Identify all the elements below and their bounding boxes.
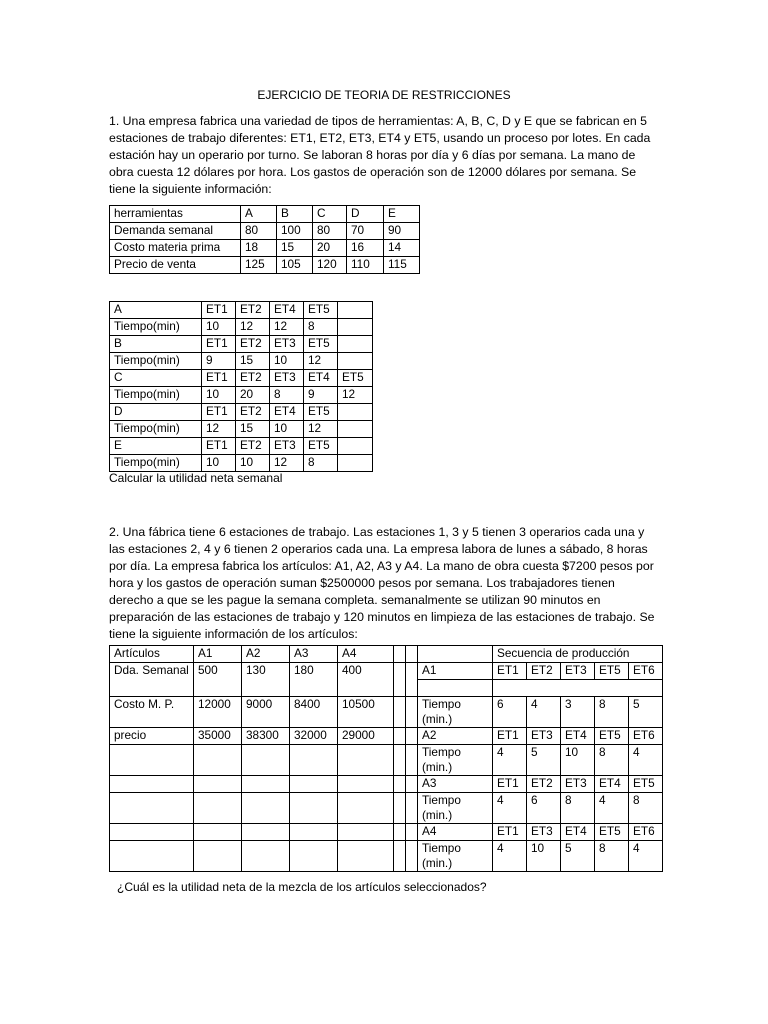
table-row xyxy=(110,353,373,370)
table-cell: A4 xyxy=(418,824,493,841)
table-cell xyxy=(338,793,394,824)
spacer-cell xyxy=(406,663,418,697)
table-row xyxy=(110,841,663,872)
spacer-cell xyxy=(406,728,418,745)
table-row xyxy=(110,223,420,240)
table-cell: 6 xyxy=(527,793,561,824)
table-cell: A xyxy=(241,206,277,223)
articulos-header: Artículos xyxy=(110,646,194,663)
spacer-cell xyxy=(394,793,406,824)
table-cell: ET1 xyxy=(202,336,236,353)
table-row xyxy=(110,404,373,421)
table-row xyxy=(110,421,373,438)
table-cell: 35000 xyxy=(194,728,242,745)
table-cell: ET1 xyxy=(202,404,236,421)
table-row xyxy=(110,697,663,728)
table-cell: ET5 xyxy=(304,336,338,353)
table-cell: 4 xyxy=(493,793,527,824)
table-cell xyxy=(194,841,242,872)
table-cell xyxy=(242,793,290,824)
table-cell xyxy=(290,776,338,793)
table-cell: ET4 xyxy=(561,728,595,745)
a2-header: A2 xyxy=(242,646,290,663)
table-cell: ET2 xyxy=(236,370,270,387)
table-cell: 20 xyxy=(236,387,270,404)
table-cell xyxy=(242,824,290,841)
table-cell: Tiempo (min.) xyxy=(418,841,493,872)
table-cell: ET1 xyxy=(493,776,527,793)
table-cell: ET1 xyxy=(202,438,236,455)
table-cell xyxy=(338,745,394,776)
table-cell xyxy=(338,404,373,421)
table-cell: 15 xyxy=(277,240,313,257)
table-cell: 180 xyxy=(290,663,338,697)
table-cell: 10 xyxy=(527,841,561,872)
table-cell xyxy=(338,824,394,841)
table-cell: 500 xyxy=(194,663,242,697)
table-cell: 15 xyxy=(236,421,270,438)
problem-2-statement: 2. Una fábrica tiene 6 estaciones de trabajo. Las estaciones 1, 3 y 5 tienen 3 operarios cada una y las estaciones 2, 4 y 6 tienen 2 operarios cada una. La empresa labora de lunes a sábado, 8 horas por día. La empresa fabrica los artículos: A1, A2, A3 y A4. La mano de obra cuesta $7200 pesos por hora y los gastos de operación suman $2500000 pesos por semana. Los trabajadores tienen derecho a que se les pague la semana completa. semanalmente se utilizan 90 minutos en preparación de las estaciones de trabajo y 120 minutos en limpieza de las estaciones de trabajo. Se tiene la siguiente información de los artículos: xyxy=(109,525,655,641)
problem-2-question: ¿Cuál es la utilidad neta de la mezcla de los artículos seleccionados? xyxy=(117,880,487,894)
table-row xyxy=(110,302,373,319)
table-cell: B xyxy=(277,206,313,223)
table-cell: ET5 xyxy=(304,302,338,319)
table-cell: ET3 xyxy=(527,824,561,841)
table-row xyxy=(110,745,663,776)
problem-1-statement: 1. Una empresa fabrica una variedad de tipos de herramientas: A, B, C, D y E que se fabrican en 5 estaciones de trabajo diferentes: ET1, ET2, ET3, ET4 y ET5, usando un proceso por lotes. En cada estación hay un operario por turno. Se laboran 8 horas por día y 6 días por semana. La mano de obra cuesta 12 dólares por hora. Los gastos de operación son de 12000 dólares por semana. Se tiene la siguiente información: xyxy=(109,114,651,196)
table-cell: 120 xyxy=(313,257,347,274)
a1-header: A1 xyxy=(194,646,242,663)
table-cell: ET4 xyxy=(270,302,304,319)
table-cell: ET1 xyxy=(202,302,236,319)
table-cell xyxy=(110,841,194,872)
spacer-cell xyxy=(394,646,406,663)
table-cell: 10 xyxy=(270,353,304,370)
table-cell: ET2 xyxy=(236,336,270,353)
table-cell: ET6 xyxy=(629,728,663,745)
table-cell: 130 xyxy=(242,663,290,697)
spacer-cell xyxy=(394,824,406,841)
table-cell: ET2 xyxy=(527,776,561,793)
table-cell: 12 xyxy=(202,421,236,438)
table-cell: 9 xyxy=(202,353,236,370)
table-cell xyxy=(338,455,373,472)
table-cell: ET5 xyxy=(304,404,338,421)
table-cell: ET5 xyxy=(595,728,629,745)
table-row xyxy=(110,728,663,745)
table-cell: 38300 xyxy=(242,728,290,745)
table-cell xyxy=(110,824,194,841)
table-cell: 80 xyxy=(313,223,347,240)
table-cell: herramientas xyxy=(110,206,241,223)
table-cell xyxy=(338,438,373,455)
table-cell: Precio de venta xyxy=(110,257,241,274)
table-cell: 12 xyxy=(236,319,270,336)
table-cell: 4 xyxy=(629,745,663,776)
table-cell xyxy=(338,319,373,336)
table-cell: ET1 xyxy=(202,370,236,387)
table-cell xyxy=(338,353,373,370)
table-cell: E xyxy=(384,206,420,223)
table-cell: ET5 xyxy=(629,776,663,793)
sequence-header: Secuencia de producción xyxy=(493,646,663,663)
table-cell xyxy=(290,745,338,776)
table-cell: ET5 xyxy=(595,663,629,680)
table-cell: 32000 xyxy=(290,728,338,745)
spacer-cell xyxy=(406,745,418,776)
table-cell: C xyxy=(313,206,347,223)
table-cell: 9000 xyxy=(242,697,290,728)
table-cell: 15 xyxy=(236,353,270,370)
tools-table xyxy=(109,205,420,274)
table-cell: 70 xyxy=(347,223,384,240)
table-row xyxy=(110,257,420,274)
table-cell xyxy=(338,841,394,872)
table-row xyxy=(110,206,420,223)
table-cell: 105 xyxy=(277,257,313,274)
table-cell: 8 xyxy=(595,841,629,872)
table-cell: 12 xyxy=(338,387,373,404)
table-cell: 10 xyxy=(202,387,236,404)
table-cell xyxy=(493,680,663,697)
problem-1-question: Calcular la utilidad neta semanal xyxy=(109,471,283,485)
table-cell: 12000 xyxy=(194,697,242,728)
table-cell: Tiempo(min) xyxy=(110,387,202,404)
table-row xyxy=(110,387,373,404)
table-cell: 80 xyxy=(241,223,277,240)
table-row xyxy=(110,824,663,841)
table-cell: 12 xyxy=(304,421,338,438)
spacer-cell xyxy=(394,663,406,697)
table-cell xyxy=(418,680,493,697)
table-cell xyxy=(338,421,373,438)
table-cell: 20 xyxy=(313,240,347,257)
table-cell: D xyxy=(347,206,384,223)
table-cell: ET5 xyxy=(304,438,338,455)
table-row xyxy=(110,663,663,680)
table-cell: 8 xyxy=(304,319,338,336)
table-cell: D xyxy=(110,404,202,421)
table-cell: Tiempo(min) xyxy=(110,421,202,438)
spacer-cell xyxy=(394,728,406,745)
table-cell: ET1 xyxy=(493,663,527,680)
table-cell: 29000 xyxy=(338,728,394,745)
table-cell: ET3 xyxy=(527,728,561,745)
table-row xyxy=(110,455,373,472)
table-cell: ET3 xyxy=(270,438,304,455)
table-cell xyxy=(290,793,338,824)
table-cell: C xyxy=(110,370,202,387)
table-cell: ET3 xyxy=(561,776,595,793)
table-cell xyxy=(338,776,394,793)
table-cell: ET4 xyxy=(561,824,595,841)
table-cell xyxy=(194,793,242,824)
table-cell: 8 xyxy=(270,387,304,404)
table-cell: ET2 xyxy=(236,302,270,319)
table-cell xyxy=(290,841,338,872)
spacer-cell xyxy=(418,646,493,663)
table-cell: ET1 xyxy=(493,728,527,745)
table-cell xyxy=(194,745,242,776)
table-cell xyxy=(338,302,373,319)
table-row xyxy=(110,776,663,793)
table-cell: 8400 xyxy=(290,697,338,728)
table-cell: 6 xyxy=(493,697,527,728)
table-cell: E xyxy=(110,438,202,455)
table-cell: B xyxy=(110,336,202,353)
a4-header: A4 xyxy=(338,646,394,663)
table-cell: 8 xyxy=(561,793,595,824)
table-cell xyxy=(110,793,194,824)
table-cell: 5 xyxy=(629,697,663,728)
table-row xyxy=(110,438,373,455)
table-row xyxy=(110,240,420,257)
table-cell: 12 xyxy=(270,319,304,336)
table-cell: 10 xyxy=(202,319,236,336)
table-cell: ET4 xyxy=(270,404,304,421)
table-cell: 10 xyxy=(270,421,304,438)
table-cell: 10 xyxy=(561,745,595,776)
table-cell: 90 xyxy=(384,223,420,240)
spacer-cell xyxy=(394,745,406,776)
table-cell: Tiempo(min) xyxy=(110,455,202,472)
table-cell: ET2 xyxy=(527,663,561,680)
table-cell: Costo M. P. xyxy=(110,697,194,728)
table-cell: 100 xyxy=(277,223,313,240)
table-cell: 10 xyxy=(236,455,270,472)
document-title: EJERCICIO DE TEORIA DE RESTRICCIONES xyxy=(257,88,511,102)
table-cell: ET3 xyxy=(270,370,304,387)
table-cell: A3 xyxy=(418,776,493,793)
table-cell xyxy=(110,745,194,776)
table-row xyxy=(110,336,373,353)
table-cell: 18 xyxy=(241,240,277,257)
table-cell xyxy=(242,841,290,872)
table-cell: 4 xyxy=(629,841,663,872)
table-cell: Dda. Semanal xyxy=(110,663,194,697)
table-cell: 8 xyxy=(595,745,629,776)
table-cell: 400 xyxy=(338,663,394,697)
table-cell xyxy=(290,824,338,841)
table-cell: 9 xyxy=(304,387,338,404)
table-cell: 5 xyxy=(527,745,561,776)
table-cell: 12 xyxy=(304,353,338,370)
table-cell: ET3 xyxy=(561,663,595,680)
station-times-table xyxy=(109,301,373,472)
table-cell: Tiempo (min.) xyxy=(418,745,493,776)
spacer-cell xyxy=(406,824,418,841)
table-cell: 8 xyxy=(595,697,629,728)
table-cell: 4 xyxy=(595,793,629,824)
table-cell xyxy=(194,776,242,793)
table-row xyxy=(110,370,373,387)
table-cell: ET2 xyxy=(236,438,270,455)
table-cell: precio xyxy=(110,728,194,745)
table-cell: Demanda semanal xyxy=(110,223,241,240)
table-cell: A1 xyxy=(418,663,493,680)
table-cell: ET6 xyxy=(629,663,663,680)
table-cell: 12 xyxy=(270,455,304,472)
table-cell: Tiempo(min) xyxy=(110,353,202,370)
table-cell: 5 xyxy=(561,841,595,872)
table-cell: A2 xyxy=(418,728,493,745)
table-row xyxy=(110,319,373,336)
table-cell: 8 xyxy=(629,793,663,824)
spacer-cell xyxy=(406,697,418,728)
table-cell: Tiempo (min.) xyxy=(418,697,493,728)
table-cell: 4 xyxy=(493,745,527,776)
spacer-cell xyxy=(394,841,406,872)
table-cell: ET1 xyxy=(493,824,527,841)
spacer-cell xyxy=(406,793,418,824)
table-cell: ET2 xyxy=(236,404,270,421)
table-cell: ET5 xyxy=(338,370,373,387)
table-cell: ET6 xyxy=(629,824,663,841)
table-cell: 8 xyxy=(304,455,338,472)
table-cell: 16 xyxy=(347,240,384,257)
table-cell: A xyxy=(110,302,202,319)
table-cell: ET4 xyxy=(595,776,629,793)
table-cell xyxy=(110,776,194,793)
articles-table xyxy=(109,645,663,872)
table-cell xyxy=(194,824,242,841)
table-cell: 125 xyxy=(241,257,277,274)
table-cell: 10 xyxy=(202,455,236,472)
spacer-cell xyxy=(406,841,418,872)
spacer-cell xyxy=(406,646,418,663)
a3-header: A3 xyxy=(290,646,338,663)
articles-header-row xyxy=(110,646,663,663)
table-cell: 3 xyxy=(561,697,595,728)
table-cell: 10500 xyxy=(338,697,394,728)
table-cell: 110 xyxy=(347,257,384,274)
spacer-cell xyxy=(394,697,406,728)
table-cell: 14 xyxy=(384,240,420,257)
table-cell: Costo materia prima xyxy=(110,240,241,257)
table-cell: ET3 xyxy=(270,336,304,353)
table-cell xyxy=(242,776,290,793)
table-cell xyxy=(338,336,373,353)
table-cell: ET4 xyxy=(304,370,338,387)
table-cell xyxy=(242,745,290,776)
table-row xyxy=(110,793,663,824)
table-cell: 4 xyxy=(493,841,527,872)
table-cell: Tiempo(min) xyxy=(110,319,202,336)
table-cell: Tiempo (min.) xyxy=(418,793,493,824)
table-cell: 4 xyxy=(527,697,561,728)
table-cell: ET5 xyxy=(595,824,629,841)
spacer-cell xyxy=(394,776,406,793)
table-cell: 115 xyxy=(384,257,420,274)
spacer-cell xyxy=(406,776,418,793)
